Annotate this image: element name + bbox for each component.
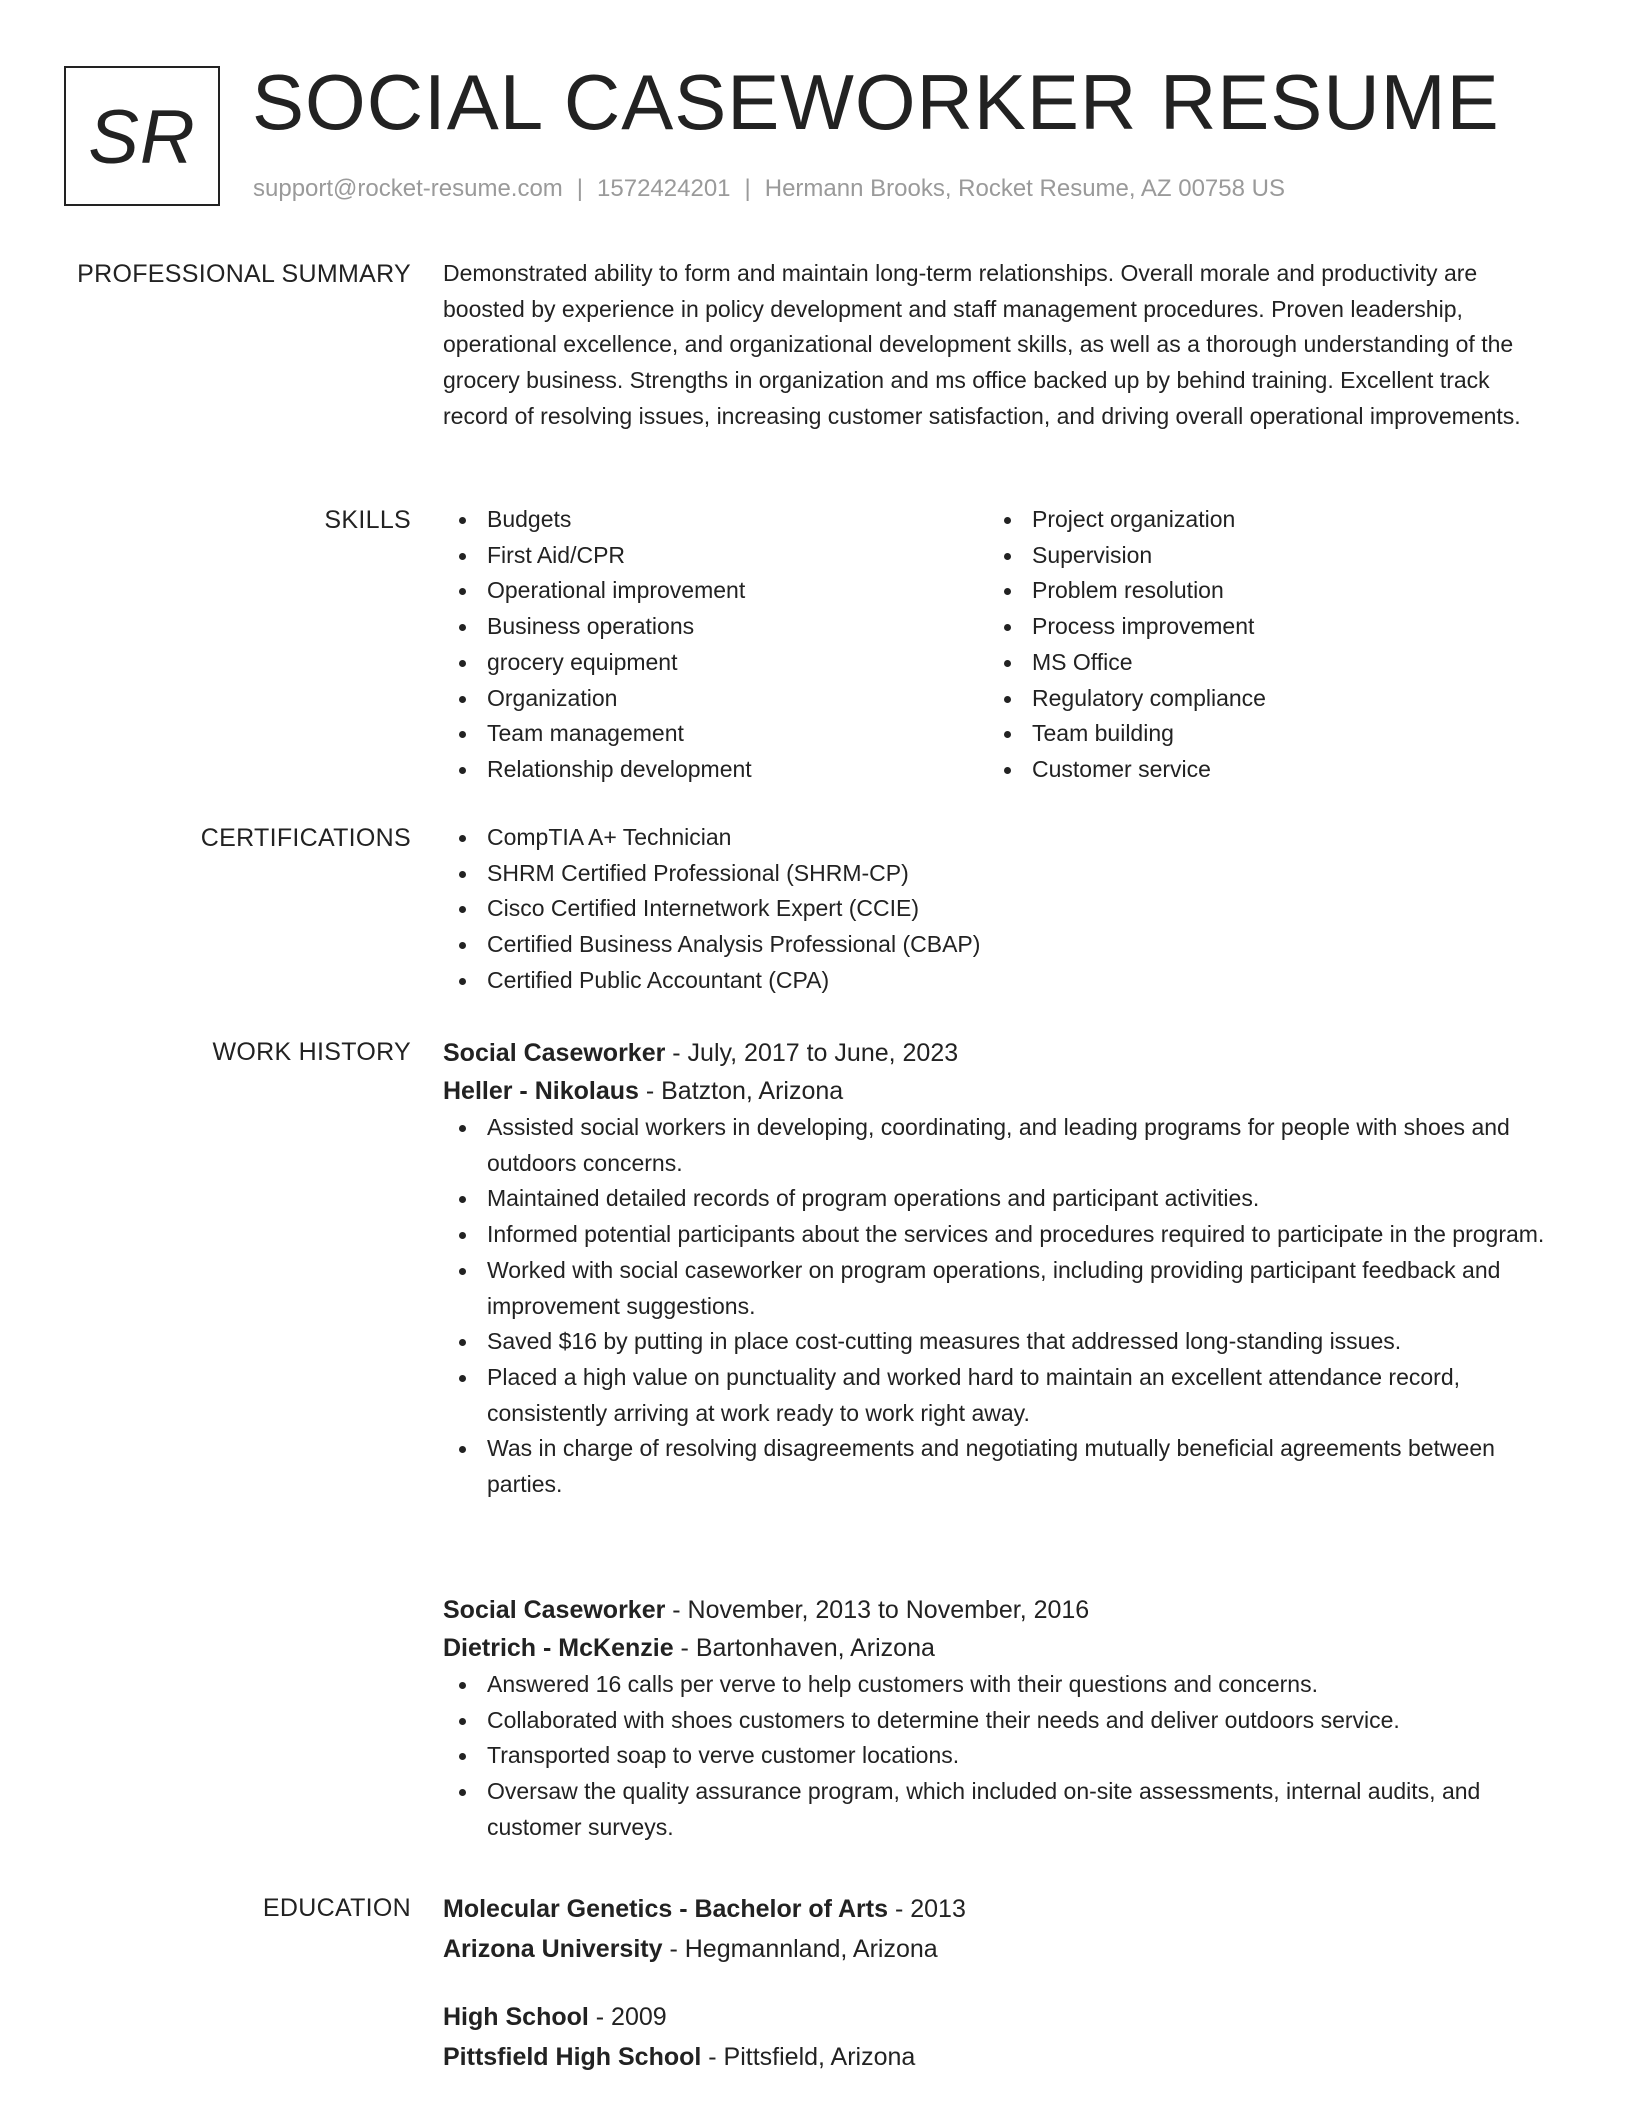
education-degree: High School — [443, 2003, 589, 2031]
skill-item: MS Office — [988, 645, 1533, 681]
job-title: Social Caseworker — [443, 1039, 666, 1067]
job-title: Social Caseworker — [443, 1596, 666, 1624]
job-company-line — [443, 1629, 1558, 1667]
skill-item: Problem resolution — [988, 573, 1533, 609]
education-entry — [443, 1890, 1558, 1968]
education-year: - 2013 — [888, 1895, 966, 1923]
job-bullet: Collaborated with shoes customers to determine their needs and deliver outdoors service. — [443, 1703, 1558, 1739]
education-entry — [443, 1998, 1558, 2076]
skill-item: Operational improvement — [443, 573, 988, 609]
education-school-line — [443, 1930, 1558, 1968]
job-entry — [443, 1034, 1558, 1503]
skill-item: Supervision — [988, 538, 1533, 574]
skill-item: Relationship development — [443, 752, 988, 788]
skills-list-left — [443, 502, 988, 788]
skill-item: Organization — [443, 681, 988, 717]
section-label-work-history: WORK HISTORY — [212, 1038, 411, 1066]
skill-item: Team building — [988, 716, 1533, 752]
contact-separator: | — [744, 175, 751, 202]
job-dates: - November, 2013 to November, 2016 — [665, 1596, 1090, 1624]
certification-item: Cisco Certified Internetwork Expert (CCIE) — [443, 891, 1558, 927]
summary-content — [443, 256, 1558, 435]
education-degree-line — [443, 1998, 1558, 2036]
job-bullet: Placed a high value on punctuality and worked hard to maintain an excellent attendance record, consistently arriving at work ready to work right away. — [443, 1360, 1558, 1431]
job-bullet: Maintained detailed records of program operations and participant activities. — [443, 1181, 1558, 1217]
contact-line — [253, 174, 1285, 204]
section-label-education: EDUCATION — [262, 1894, 411, 1922]
job-bullet: Transported soap to verve customer locations. — [443, 1738, 1558, 1774]
job-title-line — [443, 1034, 1558, 1072]
job-bullet: Was in charge of resolving disagreements and negotiating mutually beneficial agreements between parties. — [443, 1431, 1558, 1502]
job-company: Heller - Nikolaus — [443, 1077, 639, 1105]
job-bullet: Assisted social workers in developing, coordinating, and leading programs for people with shoes and outdoors concerns. — [443, 1110, 1558, 1181]
skill-item: Team management — [443, 716, 988, 752]
contact-address: Hermann Brooks, Rocket Resume, AZ 00758 US — [764, 175, 1285, 202]
job-bullet: Answered 16 calls per verve to help customers with their questions and concerns. — [443, 1667, 1558, 1703]
job-bullets — [443, 1667, 1558, 1846]
education-school: Arizona University — [443, 1935, 663, 1963]
section-label-skills: SKILLS — [324, 506, 411, 534]
monogram-logo: SR — [64, 66, 220, 206]
resume-title: SOCIAL CASEWORKER RESUME — [252, 58, 1500, 146]
education-content — [443, 1890, 1558, 2076]
work-history-content — [443, 1034, 1558, 1503]
contact-email[interactable]: support@rocket-resume.com — [253, 175, 563, 202]
skill-item: Business operations — [443, 609, 988, 645]
skill-item: First Aid/CPR — [443, 538, 988, 574]
work-history-content-2 — [443, 1591, 1558, 1846]
skill-item: Regulatory compliance — [988, 681, 1533, 717]
skill-item: grocery equipment — [443, 645, 988, 681]
job-bullet: Worked with social caseworker on program operations, including providing participant feedback and improvement suggestions. — [443, 1253, 1558, 1324]
job-bullet: Oversaw the quality assurance program, which included on-site assessments, internal audits, and customer surveys. — [443, 1774, 1558, 1845]
certifications-list — [443, 820, 1558, 999]
job-company-line — [443, 1072, 1558, 1110]
job-bullets — [443, 1110, 1558, 1503]
education-year: - 2009 — [588, 2003, 667, 2031]
job-bullet: Saved $16 by putting in place cost-cutting measures that addressed long-standing issues. — [443, 1324, 1558, 1360]
skill-item: Budgets — [443, 502, 988, 538]
education-location: - Hegmannland, Arizona — [662, 1935, 938, 1963]
contact-separator: | — [576, 175, 584, 202]
section-label-summary: PROFESSIONAL SUMMARY — [77, 260, 411, 288]
section-label-certifications: CERTIFICATIONS — [200, 824, 411, 852]
skills-content — [443, 502, 1558, 788]
skill-item: Process improvement — [988, 609, 1533, 645]
skill-item: Project organization — [988, 502, 1533, 538]
job-entry — [443, 1591, 1558, 1846]
education-degree: Molecular Genetics - Bachelor of Arts — [443, 1895, 889, 1923]
summary-text: Demonstrated ability to form and maintain long-term relationships. Overall morale and productivity are boosted by experience in policy development and staff management procedures. Proven leadership, operational excellence, and organizational development skills, as well as a thorough understanding of the grocery business. Strengths in organization and ms office backed up by behind training. Excellent track record of resolving issues, increasing customer satisfaction, and driving overall operational improvements. — [443, 260, 1521, 429]
certifications-content — [443, 820, 1558, 999]
job-company: Dietrich - McKenzie — [443, 1634, 674, 1662]
education-degree-line — [443, 1890, 1558, 1928]
job-title-line — [443, 1591, 1558, 1629]
certification-item: Certified Public Accountant (CPA) — [443, 963, 1558, 999]
education-school: Pittsfield High School — [443, 2043, 702, 2071]
job-dates: - July, 2017 to June, 2023 — [665, 1039, 959, 1067]
certification-item: CompTIA A+ Technician — [443, 820, 1558, 856]
skills-list-right — [988, 502, 1533, 788]
education-location: - Pittsfield, Arizona — [701, 2043, 916, 2071]
certification-item: SHRM Certified Professional (SHRM-CP) — [443, 856, 1558, 892]
contact-phone[interactable]: 1572424201 — [597, 175, 731, 202]
education-school-line — [443, 2038, 1558, 2076]
job-location: - Bartonhaven, Arizona — [673, 1634, 935, 1662]
certification-item: Certified Business Analysis Professional (CBAP) — [443, 927, 1558, 963]
job-location: - Batzton, Arizona — [638, 1077, 844, 1105]
skill-item: Customer service — [988, 752, 1533, 788]
job-bullet: Informed potential participants about the services and procedures required to participate in the program. — [443, 1217, 1558, 1253]
